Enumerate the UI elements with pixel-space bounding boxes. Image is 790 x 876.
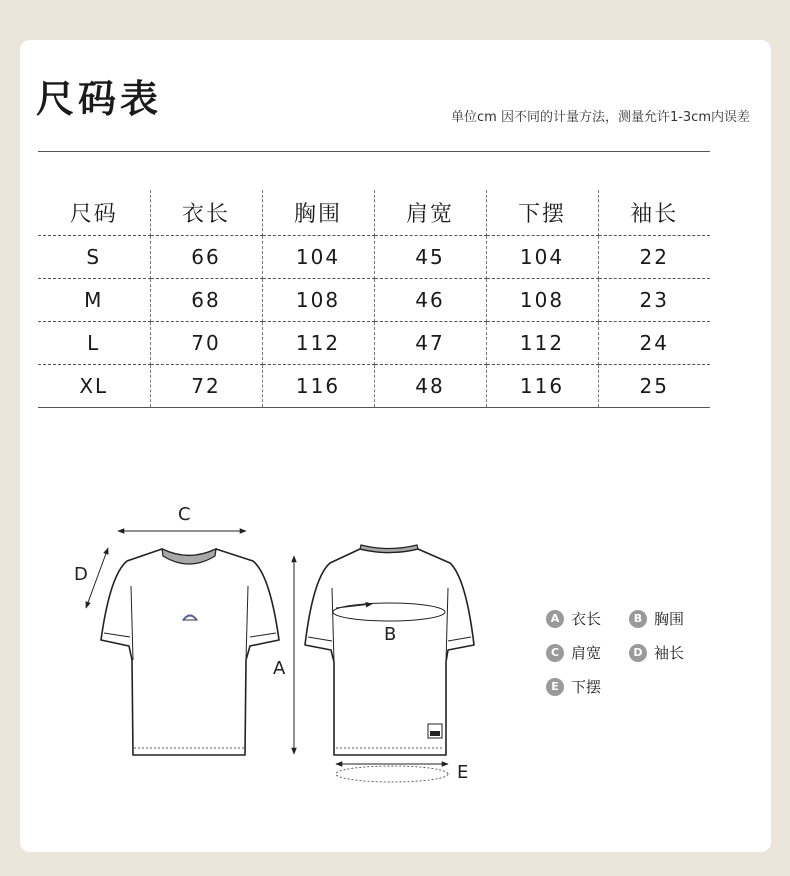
legend-badge-e: E (546, 678, 564, 696)
table-cell: 112 (486, 322, 598, 365)
table-cell: 104 (262, 236, 374, 279)
table-cell: 68 (150, 279, 262, 322)
table-cell: 104 (486, 236, 598, 279)
table-cell: 25 (598, 365, 710, 408)
table-cell: 70 (150, 322, 262, 365)
table-cell: 22 (598, 236, 710, 279)
table-cell: L (38, 322, 150, 365)
legend-label: 下摆 (571, 678, 602, 696)
legend-item-hem (546, 676, 601, 697)
column-header-length: 衣长 (150, 190, 262, 236)
label-e: E (457, 762, 469, 783)
label-d: D (74, 564, 88, 585)
label-b: B (384, 624, 397, 645)
column-header-size: 尺码 (38, 190, 150, 236)
table-cell: 47 (374, 322, 486, 365)
legend-badge-c: C (546, 644, 564, 662)
table-cell: 66 (150, 236, 262, 279)
legend-item-shoulder (546, 642, 601, 663)
legend-label: 袖长 (654, 644, 685, 662)
table-cell: M (38, 279, 150, 322)
measurement-note: 单位cm 因不同的计量方法，测量允许1-3cm内误差 (451, 110, 750, 125)
table-cell: 108 (486, 279, 598, 322)
tshirt-front-icon (101, 549, 279, 755)
table-cell: 108 (262, 279, 374, 322)
table-cell: XL (38, 365, 150, 408)
table-cell: 45 (374, 236, 486, 279)
legend-badge-d: D (629, 644, 647, 662)
table-cell: 72 (150, 365, 262, 408)
legend-item-chest (629, 608, 684, 629)
page-title: 尺码表 (36, 77, 163, 121)
legend-item-length (546, 608, 601, 629)
tshirt-back-icon (305, 545, 474, 755)
legend-item-sleeve (629, 642, 684, 663)
table-cell: 23 (598, 279, 710, 322)
table-cell: 46 (374, 279, 486, 322)
column-header-chest: 胸围 (262, 190, 374, 236)
legend-label: 胸围 (654, 610, 685, 628)
column-header-shoulder: 肩宽 (374, 190, 486, 236)
table-cell: 116 (262, 365, 374, 408)
legend-label: 肩宽 (571, 644, 602, 662)
column-header-hem: 下摆 (486, 190, 598, 236)
table-cell: 112 (262, 322, 374, 365)
legend-label: 衣长 (571, 610, 602, 628)
table-cell: 24 (598, 322, 710, 365)
column-header-sleeve: 袖长 (598, 190, 710, 236)
label-c: C (178, 504, 191, 525)
table-cell: 48 (374, 365, 486, 408)
label-a: A (273, 658, 286, 679)
size-tag-icon (428, 724, 442, 738)
legend-badge-b: B (629, 610, 647, 628)
table-cell: S (38, 236, 150, 279)
legend-badge-a: A (546, 610, 564, 628)
table-cell: 116 (486, 365, 598, 408)
